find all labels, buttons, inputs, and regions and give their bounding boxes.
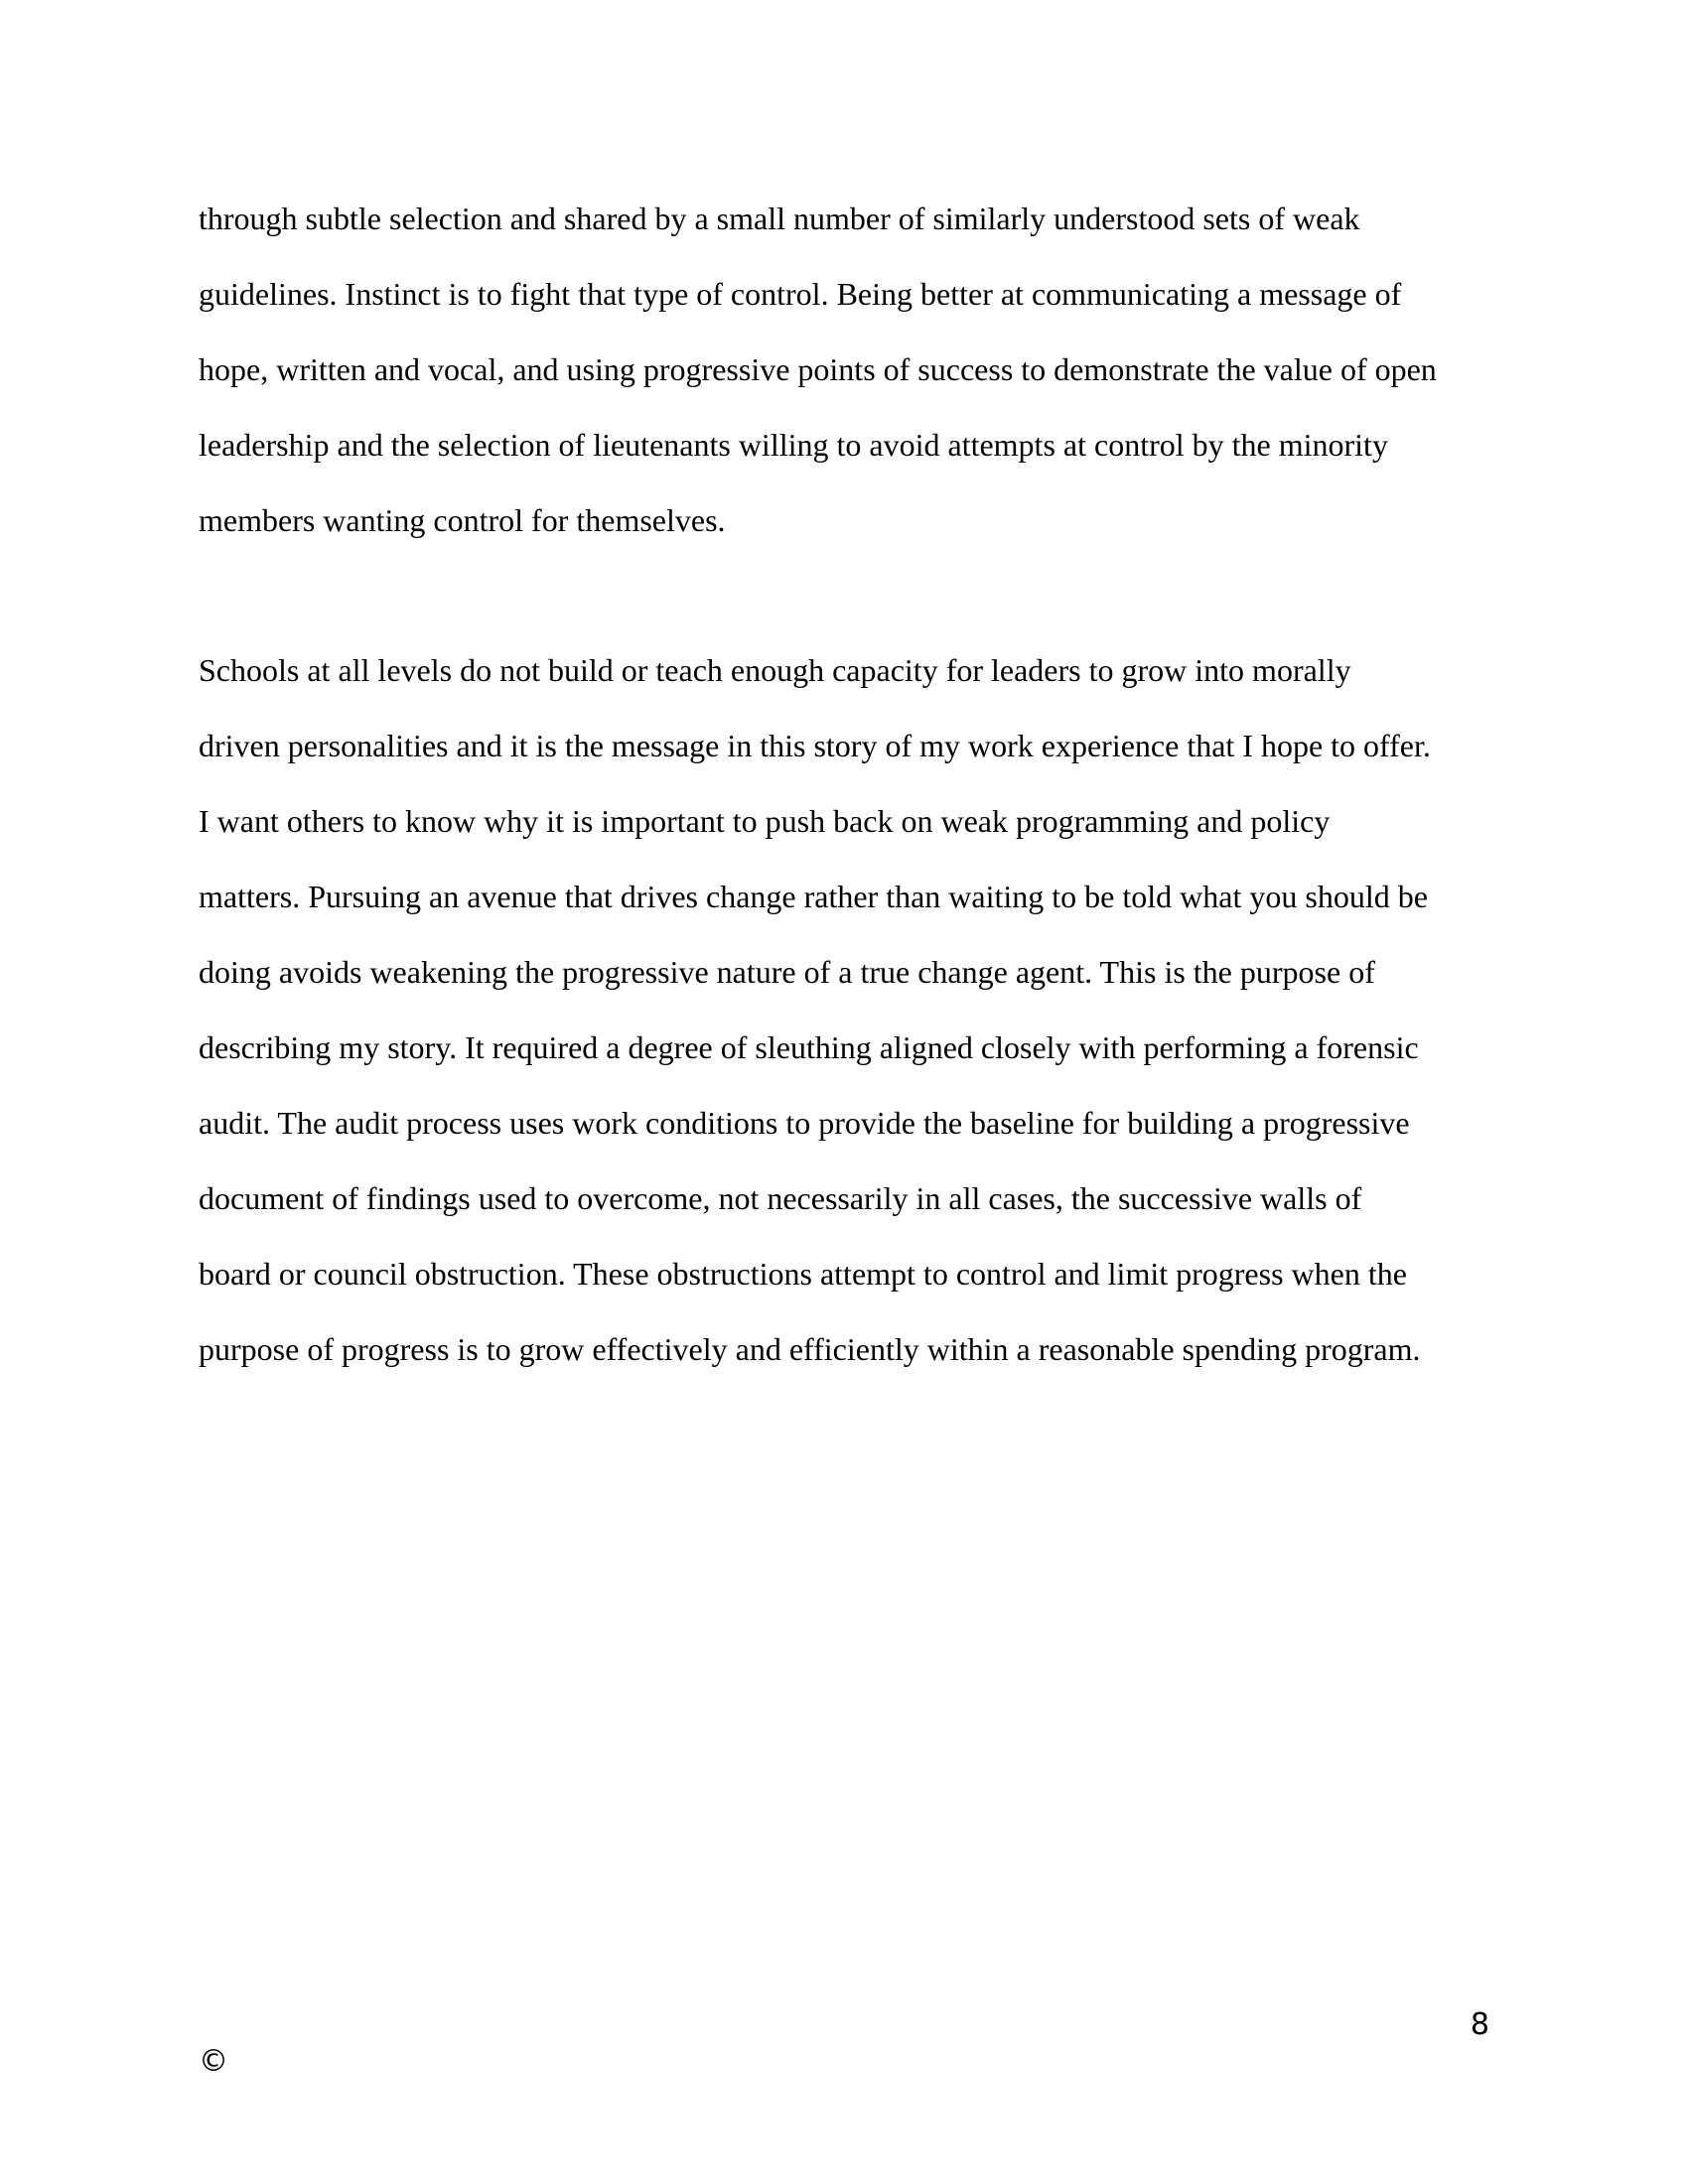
paragraph-1-line-1: through subtle selection and shared by a small number of similarly understood sets of weak (199, 201, 1360, 236)
paragraph-2-line-1: Schools at all levels do not build or teach enough capacity for leaders to grow into morally (199, 652, 1351, 688)
paragraph-2-line-7: audit. The audit process uses work conditions to provide the baseline for building a progressive (199, 1105, 1410, 1141)
paragraph-2-line-5: doing avoids weakening the progressive nature of a true change agent. This is the purpose of (199, 954, 1375, 990)
copyright-symbol: © (199, 2044, 228, 2079)
paragraph-2-line-8: document of findings used to overcome, not necessarily in all cases, the successive walls of (199, 1180, 1362, 1216)
paragraph-2-line-3: I want others to know why it is important to push back on weak programming and policy (199, 803, 1331, 839)
paragraph-2-line-9: board or council obstruction. These obstructions attempt to control and limit progress when the (199, 1256, 1407, 1292)
paragraph-2-line-10: purpose of progress is to grow effectively and efficiently within a reasonable spending program. (199, 1331, 1421, 1367)
paragraph-1-line-3: hope, written and vocal, and using progressive points of success to demonstrate the value of open (199, 351, 1437, 387)
paragraph-1-line-5: members wanting control for themselves. (199, 502, 726, 538)
paragraph-2-line-4: matters. Pursuing an avenue that drives change rather than waiting to be told what you should be (199, 879, 1428, 914)
paragraph-1-line-2: guidelines. Instinct is to fight that type of control. Being better at communicating a message of (199, 276, 1402, 312)
page-number: 8 (1470, 2007, 1489, 2042)
paragraph-2-line-6: describing my story. It required a degree of sleuthing aligned closely with performing a forensic (199, 1029, 1419, 1065)
paragraph-1-line-4: leadership and the selection of lieutenants willing to avoid attempts at control by the minority (199, 427, 1388, 463)
paragraph-2-line-2: driven personalities and it is the message in this story of my work experience that I hope to offer. (199, 728, 1431, 763)
